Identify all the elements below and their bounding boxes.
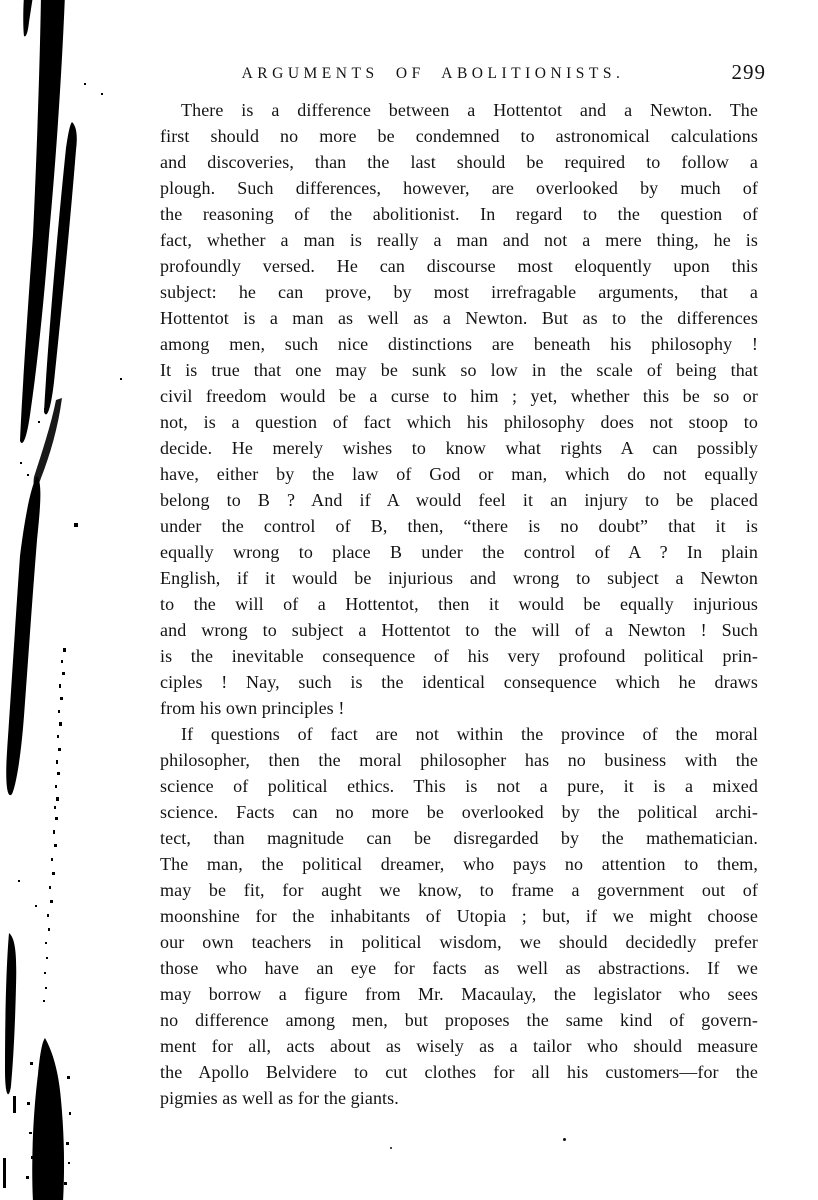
scan-ink-smudge	[0, 0, 150, 1200]
text-line: from his own principles !	[160, 698, 345, 718]
text-line: There is a difference between a Hottentot and a Newton. The	[181, 100, 758, 120]
text-line: no difference among men, but proposes the same kind of govern-	[160, 1010, 758, 1030]
text-line: the Apollo Belvidere to cut clothes for all his customers—for the	[160, 1062, 758, 1082]
text-line: is the inevitable consequence of his very profound political prin-	[160, 646, 758, 666]
text-line: ciples ! Nay, such is the identical consequence which he draws	[160, 672, 758, 692]
text-line: moonshine for the inhabitants of Utopia ; but, if we might choose	[160, 906, 758, 926]
text-line: among men, such nice distinctions are beneath his philosophy !	[160, 334, 758, 354]
text-line: those who have an eye for facts as well as abstractions. If we	[160, 958, 758, 978]
text-line: tect, than magnitude can be disregarded by the mathematician.	[160, 828, 758, 848]
text-line: The man, the political dreamer, who pays no attention to them,	[160, 854, 758, 874]
text-line: and wrong to subject a Hottentot to the will of a Newton ! Such	[160, 620, 758, 640]
text-line: If questions of fact are not within the province of the moral	[181, 724, 758, 744]
text-line: science of political ethics. This is not a pure, it is a mixed	[160, 776, 758, 796]
text-line: the reasoning of the abolitionist. In regard to the question of	[160, 204, 758, 224]
text-line: not, is a question of fact which his philosophy does not stoop to	[160, 412, 758, 432]
text-line: equally wrong to place B under the control of A ? In plain	[160, 542, 758, 562]
paragraph	[160, 97, 758, 721]
text-line: subject: he can prove, by most irrefragable arguments, that a	[160, 282, 758, 302]
text-line: fact, whether a man is really a man and not a mere thing, he is	[160, 230, 758, 250]
text-line: may borrow a figure from Mr. Macaulay, the legislator who sees	[160, 984, 758, 1004]
paragraph	[160, 721, 758, 1111]
text-line: decide. He merely wishes to know what rights A can possibly	[160, 438, 758, 458]
text-line: may be fit, for aught we know, to frame a government out of	[160, 880, 758, 900]
text-line: our own teachers in political wisdom, we should decidedly prefer	[160, 932, 758, 952]
text-line: civil freedom would be a curse to him ; yet, whether this be so or	[160, 386, 758, 406]
text-line: belong to B ? And if A would feel it an injury to be placed	[160, 490, 758, 510]
text-line: to the will of a Hottentot, then it would be equally injurious	[160, 594, 758, 614]
text-line: and discoveries, than the last should be required to follow a	[160, 152, 758, 172]
running-head	[160, 60, 766, 90]
text-line: pigmies as well as for the giants.	[160, 1088, 399, 1108]
text-line: English, if it would be injurious and wrong to subject a Newton	[160, 568, 758, 588]
page-number: 299	[731, 60, 766, 84]
text-line: plough. Such differences, however, are overlooked by much of	[160, 178, 758, 198]
text-line: Hottentot is a man as well as a Newton. But as to the differences	[160, 308, 758, 328]
text-line: ment for all, acts about as wisely as a tailor who should measure	[160, 1036, 758, 1056]
page-title: ARGUMENTS OF ABOLITIONISTS.	[241, 65, 625, 82]
text-line: under the control of B, then, “there is no doubt” that it is	[160, 516, 758, 536]
text-line: have, either by the law of God or man, which do not equally	[160, 464, 758, 484]
text-line: science. Facts can no more be overlooked by the political archi-	[160, 802, 758, 822]
scan-speck	[390, 1147, 392, 1149]
text-line: profoundly versed. He can discourse most eloquently upon this	[160, 256, 758, 276]
text-line: first should no more be condemned to astronomical calculations	[160, 126, 758, 146]
text-block	[160, 97, 758, 1111]
scan-speck	[563, 1138, 566, 1141]
text-line: It is true that one may be sunk so low in the scale of being that	[160, 360, 758, 380]
text-line: philosopher, then the moral philosopher has no business with the	[160, 750, 758, 770]
